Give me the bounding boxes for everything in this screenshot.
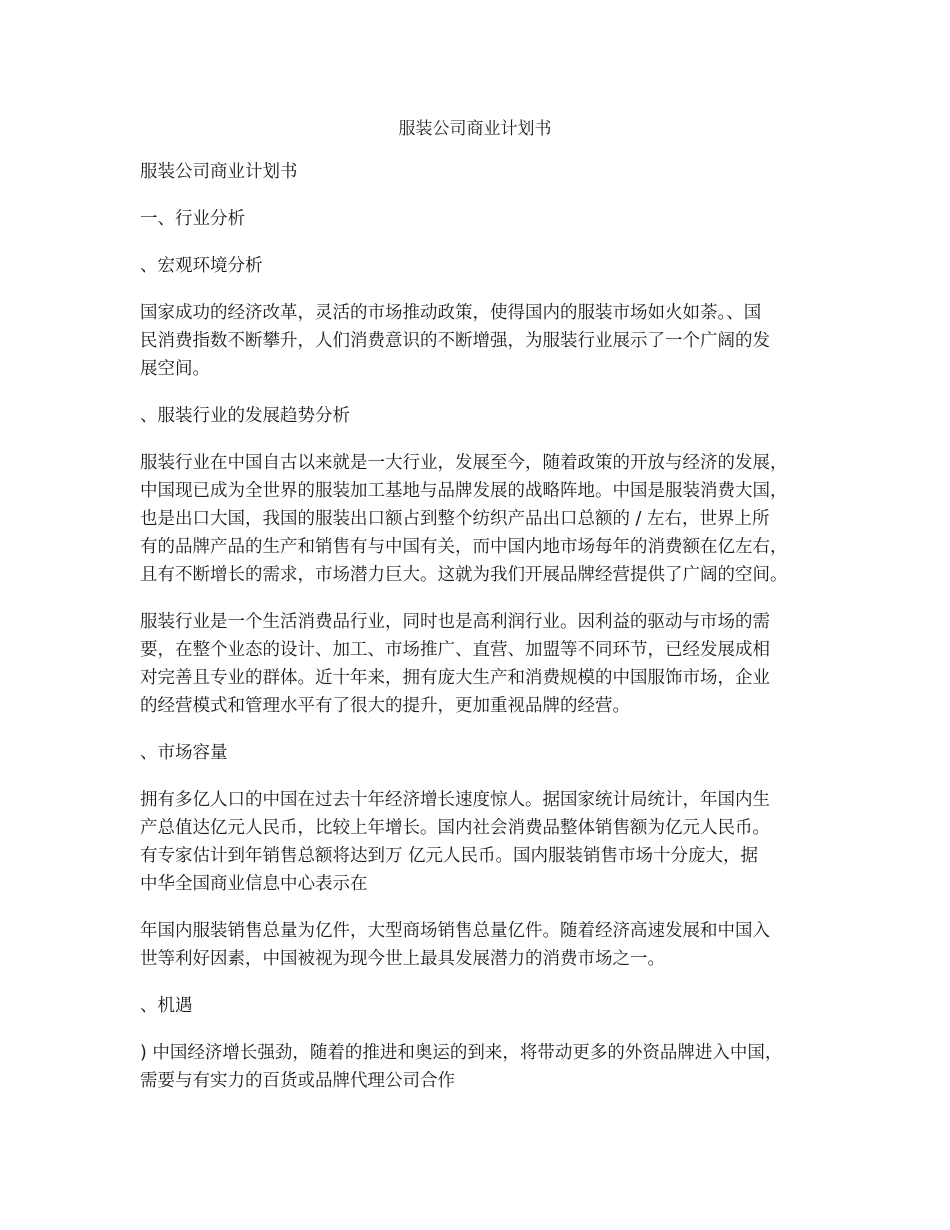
text-line: 拥有多亿人口的中国在过去十年经济增长速度惊人。据国家统计局统计，年国内生 [140,790,770,810]
paragraph-subtitle [140,158,815,186]
subsection-heading-market-capacity [140,739,815,767]
text-line: 服装行业是一个生活消费品行业，同时也是高利润行业。因利益的驱动与市场的需 [140,612,770,632]
text-line: 、市场容量 [140,743,228,763]
paragraph-market-capacity-2 [140,917,815,973]
document-body [140,158,815,1114]
text-line: 有的品牌产品的生产和销售有与中国有关，而中国内地市场每年的消费额在亿左右， [140,537,788,557]
text-line: 产总值达亿元人民币，比较上年增长。国内社会消费品整体销售额为亿元人民币。 [140,818,770,838]
text-line: 、宏观环境分析 [140,256,263,276]
subsection-heading-industry-trend [140,402,815,430]
text-line: 一、行业分析 [140,209,245,229]
text-line: 中华全国商业信息中心表示在 [140,874,368,894]
text-line: 的经营模式和管理水平有了很大的提升，更加重视品牌的经营。 [140,696,630,716]
subsection-heading-opportunity [140,992,815,1020]
text-line: ) 中国经济增长强劲，随着的推进和奥运的到来，将带动更多的外资品牌进入中国， [140,1043,783,1063]
paragraph-market-capacity-1 [140,786,815,898]
paragraph-industry-trend-1 [140,449,815,589]
text-line: 对完善且专业的群体。近十年来，拥有庞大生产和消费规模的中国服饰市场，企业 [140,668,770,688]
section-heading-industry-analysis [140,205,815,233]
document-title: 服装公司商业计划书 [398,119,552,139]
text-line: 民消费指数不断攀升，人们消费意识的不断增强，为服装行业展示了一个广阔的发 [140,331,770,351]
text-line: 服装公司商业计划书 [140,162,298,182]
text-line: 国家成功的经济改革，灵活的市场推动政策，使得国内的服装市场如火如荼。、国 [140,303,762,323]
text-line: 且有不断增长的需求，市场潜力巨大。这就为我们开展品牌经营提供了广阔的空间。 [140,565,788,585]
paragraph-opportunity [140,1039,815,1095]
text-line: 、机遇 [140,996,193,1016]
text-line: 也是出口大国，我国的服装出口额占到整个纺织产品出口总额的 / 左右，世界上所 [140,509,770,529]
text-line: 中国现已成为全世界的服装加工基地与品牌发展的战略阵地。中国是服装消费大国， [140,481,788,501]
text-line: 、服装行业的发展趋势分析 [140,406,350,426]
text-line: 有专家估计到年销售总额将达到万 亿元人民币。国内服装销售市场十分庞大，据 [140,846,759,866]
text-line: 展空间。 [140,359,210,379]
text-line: 世等利好因素，中国被视为现今世上最具发展潜力的消费市场之一。 [140,949,665,969]
paragraph-industry-trend-2 [140,608,815,720]
text-line: 服装行业在中国自古以来就是一大行业，发展至今，随着政策的开放与经济的发展， [140,453,788,473]
subsection-heading-macro-environment [140,252,815,280]
paragraph-macro-environment [140,299,815,383]
text-line: 要，在整个业态的设计、加工、市场推广、直营、加盟等不同环节，已经发展成相 [140,640,770,660]
text-line: 需要与有实力的百货或品牌代理公司合作 [140,1071,455,1091]
text-line: 年国内服装销售总量为亿件，大型商场销售总量亿件。随着经济高速发展和中国入 [140,921,770,941]
